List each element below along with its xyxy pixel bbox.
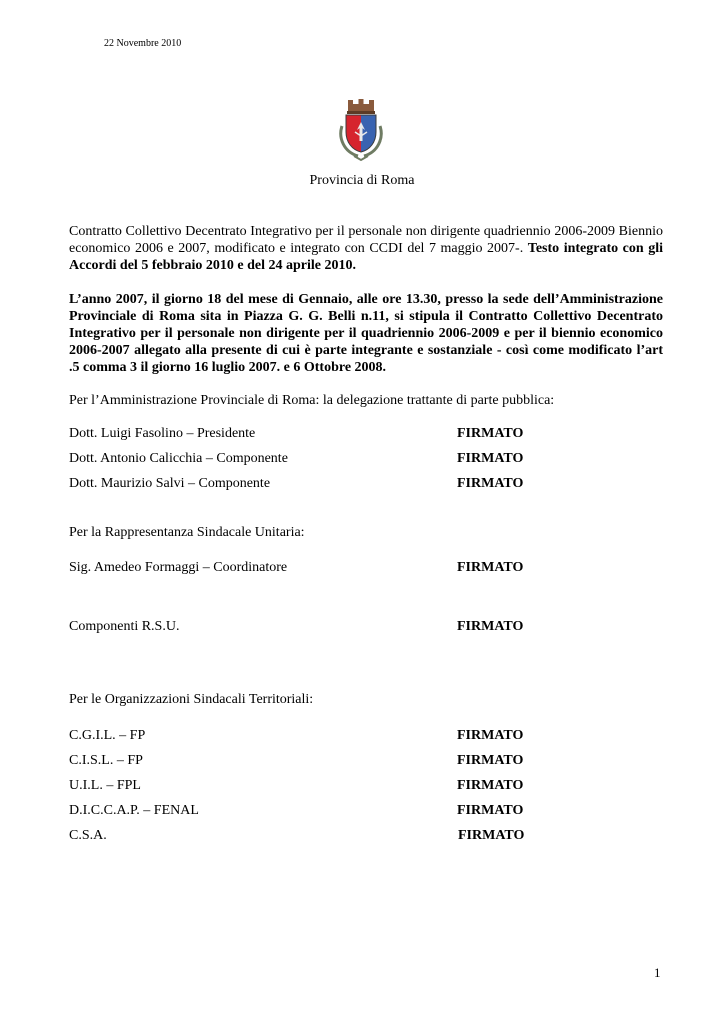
signatory-row bbox=[69, 475, 589, 492]
signature-status: FIRMATO bbox=[457, 778, 524, 793]
document-title: Provincia di Roma bbox=[309, 173, 415, 188]
signatory-name: Dott. Luigi Fasolino – Presidente bbox=[69, 426, 256, 441]
signatory-name: C.I.S.L. – FP bbox=[69, 753, 143, 768]
signature-status: FIRMATO bbox=[457, 753, 524, 768]
signatory-name: D.I.C.C.A.P. – FENAL bbox=[69, 803, 199, 818]
signature-status: FIRMATO bbox=[457, 560, 524, 575]
signatory-row bbox=[69, 827, 589, 844]
signatory-row bbox=[69, 727, 589, 744]
signature-status: FIRMATO bbox=[458, 828, 525, 843]
document-date: 22 Novembre 2010 bbox=[104, 38, 182, 49]
signatory-row bbox=[69, 425, 589, 442]
public-delegation-heading: Per l’Amministrazione Provinciale di Roma: la delegazione trattante di parte pubblica: bbox=[69, 393, 555, 408]
signatory-row bbox=[69, 450, 589, 467]
signatory-name: U.I.L. – FPL bbox=[69, 778, 141, 793]
signature-status: FIRMATO bbox=[457, 803, 524, 818]
signatory-name: Dott. Maurizio Salvi – Componente bbox=[69, 476, 271, 491]
signature-status: FIRMATO bbox=[457, 426, 524, 441]
signature-status: FIRMATO bbox=[457, 476, 524, 491]
signature-status: FIRMATO bbox=[457, 451, 524, 466]
territorial-heading: Per le Organizzazioni Sindacali Territoriali: bbox=[69, 692, 314, 707]
signature-status: FIRMATO bbox=[457, 728, 524, 743]
signatory-name: Componenti R.S.U. bbox=[69, 619, 180, 634]
signatory-row bbox=[69, 559, 589, 576]
signatory-row bbox=[69, 618, 589, 635]
signatory-name: Sig. Amedeo Formaggi – Coordinatore bbox=[69, 560, 288, 575]
signatory-row bbox=[69, 802, 589, 819]
declaration-paragraph: L’anno 2007, il giorno 18 del mese di Gennaio, alle ore 13.30, presso la sede dell’Amministrazione Provinciale di Roma sita in Piazza G. G. Belli n.11, si stipula il Contratto Collettivo Decentrato Integrativo per il personale non dirigente per il quadriennio 2006-2009 e per il biennio economico 2006-2007 allegato alla presente di cui è parte integrante e sostanziale - così come modificato l’art .5 comma 3 il giorno 16 luglio 2007. e 6 Ottobre 2008. bbox=[69, 292, 663, 375]
signatory-name: C.G.I.L. – FP bbox=[69, 728, 146, 743]
coat-of-arms-icon bbox=[334, 96, 388, 162]
signature-status: FIRMATO bbox=[457, 619, 524, 634]
intro-text: Contratto Collettivo Decentrato Integrativo per il personale non dirigente quadriennio 2006-2009 Biennio economico 2006 e 2007, modificato e integrato con CCDI del 7 maggio 2007-. bbox=[69, 224, 663, 256]
signatory-row bbox=[69, 752, 589, 769]
intro-bold-text: Testo integrato con gli Accordi del 5 febbraio 2010 e del 24 aprile 2010. bbox=[69, 241, 663, 273]
rsu-heading: Per la Rappresentanza Sindacale Unitaria: bbox=[69, 525, 305, 540]
intro-paragraph bbox=[69, 223, 663, 274]
page-number: 1 bbox=[654, 965, 661, 980]
signatory-name: Dott. Antonio Calicchia – Componente bbox=[69, 451, 288, 466]
signatory-row bbox=[69, 777, 589, 794]
signatory-name: C.S.A. bbox=[69, 828, 107, 843]
